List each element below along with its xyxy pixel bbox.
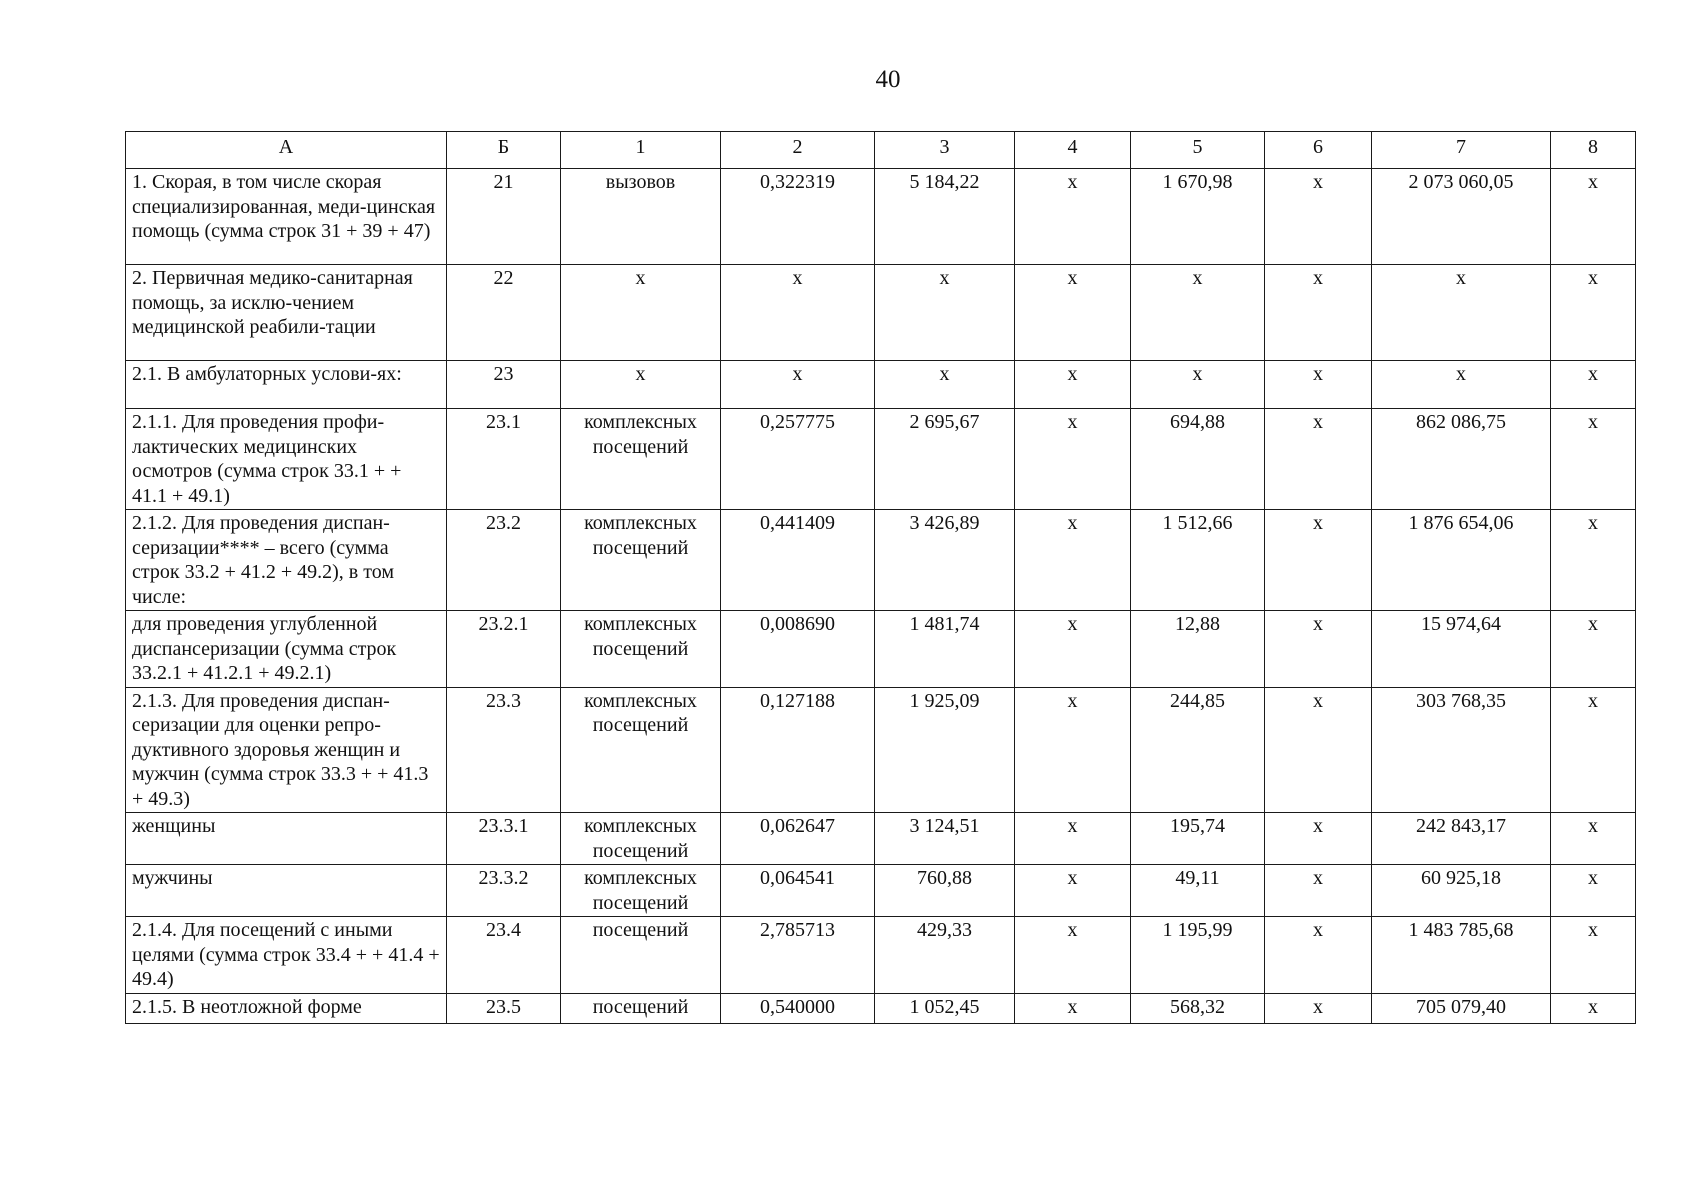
col6-cell: х [1265,361,1372,409]
row-code-cell: 23.4 [447,917,561,994]
table-row [126,687,1636,813]
col2-cell: 2,785713 [721,917,875,994]
col6-cell: х [1265,813,1372,865]
col8-cell: х [1551,917,1636,994]
table-row [126,993,1636,1023]
col8-cell: х [1551,813,1636,865]
row-code-cell: 23.3.2 [447,865,561,917]
col8-cell: х [1551,687,1636,813]
col7-cell: 862 086,75 [1372,409,1551,510]
table-row [126,409,1636,510]
table-row [126,361,1636,409]
col4-cell: х [1015,917,1131,994]
col6-cell: х [1265,265,1372,361]
col7-cell: 1 483 785,68 [1372,917,1551,994]
col4-cell: х [1015,510,1131,611]
unit-cell: комплексных посещений [561,510,721,611]
row-code-cell: 23.3 [447,687,561,813]
row-name-cell: мужчины [126,865,447,917]
col4-cell: х [1015,993,1131,1023]
col5-cell: 195,74 [1131,813,1265,865]
col6-cell: х [1265,865,1372,917]
col3-cell: 3 426,89 [875,510,1015,611]
row-name-cell: 2.1.4. Для посещений с иными целями (сумма строк 33.4 + + 41.4 + 49.4) [126,917,447,994]
col8-cell: х [1551,510,1636,611]
col6-cell: х [1265,687,1372,813]
col8-cell: х [1551,865,1636,917]
col4-cell: х [1015,611,1131,688]
col7-cell: 303 768,35 [1372,687,1551,813]
col5-cell: 1 512,66 [1131,510,1265,611]
col2-cell: 0,127188 [721,687,875,813]
header-cell: 8 [1551,132,1636,169]
row-name-cell: для проведения углубленной диспансеризации (сумма строк 33.2.1 + 41.2.1 + 49.2.1) [126,611,447,688]
col6-cell: х [1265,611,1372,688]
col5-cell: х [1131,265,1265,361]
row-code-cell: 22 [447,265,561,361]
table-row [126,510,1636,611]
row-code-cell: 23 [447,361,561,409]
row-name-cell: 2.1.2. Для проведения диспан-серизации**** – всего (сумма строк 33.2 + 41.2 + 49.2), в том числе: [126,510,447,611]
table-row [126,265,1636,361]
unit-cell: комплексных посещений [561,813,721,865]
col8-cell: х [1551,361,1636,409]
col6-cell: х [1265,169,1372,265]
unit-cell: х [561,265,721,361]
header-cell: 1 [561,132,721,169]
table-row [126,865,1636,917]
row-name-cell: 2.1.1. Для проведения профи-лактических медицинских осмотров (сумма строк 33.1 + + 41.1 + 49.1) [126,409,447,510]
unit-cell: х [561,361,721,409]
col2-cell: 0,257775 [721,409,875,510]
unit-cell: вызовов [561,169,721,265]
row-name-cell: женщины [126,813,447,865]
row-code-cell: 21 [447,169,561,265]
page-number: 40 [875,66,901,93]
row-name-cell: 2.1.3. Для проведения диспан-серизации для оценки репро-дуктивного здоровья женщин и мужчин (сумма строк 33.3 + + 41.3 + 49.3) [126,687,447,813]
header-cell: 2 [721,132,875,169]
col7-cell: 705 079,40 [1372,993,1551,1023]
col2-cell: 0,008690 [721,611,875,688]
col4-cell: х [1015,169,1131,265]
row-code-cell: 23.1 [447,409,561,510]
col6-cell: х [1265,917,1372,994]
header-cell: 7 [1372,132,1551,169]
table-header-row [126,132,1636,169]
financing-table [125,131,1636,1024]
row-code-cell: 23.5 [447,993,561,1023]
header-cell: 5 [1131,132,1265,169]
col2-cell: 0,322319 [721,169,875,265]
col4-cell: х [1015,409,1131,510]
col3-cell: 1 481,74 [875,611,1015,688]
unit-cell: комплексных посещений [561,611,721,688]
row-code-cell: 23.2 [447,510,561,611]
col4-cell: х [1015,361,1131,409]
header-cell: Б [447,132,561,169]
col8-cell: х [1551,611,1636,688]
col8-cell: х [1551,169,1636,265]
unit-cell: посещений [561,993,721,1023]
row-name-cell: 2. Первичная медико-санитарная помощь, за исклю-чением медицинской реабили-тации [126,265,447,361]
col7-cell: 15 974,64 [1372,611,1551,688]
col4-cell: х [1015,265,1131,361]
row-name-cell: 2.1. В амбулаторных услови-ях: [126,361,447,409]
row-code-cell: 23.3.1 [447,813,561,865]
col7-cell: 242 843,17 [1372,813,1551,865]
col7-cell: 2 073 060,05 [1372,169,1551,265]
header-cell: 4 [1015,132,1131,169]
col3-cell: 1 925,09 [875,687,1015,813]
header-cell: 3 [875,132,1015,169]
row-code-cell: 23.2.1 [447,611,561,688]
unit-cell: посещений [561,917,721,994]
col5-cell: 1 195,99 [1131,917,1265,994]
col8-cell: х [1551,265,1636,361]
col3-cell: 429,33 [875,917,1015,994]
table-row [126,917,1636,994]
table-row [126,813,1636,865]
col4-cell: х [1015,687,1131,813]
row-name-cell: 2.1.5. В неотложной форме [126,993,447,1023]
unit-cell: комплексных посещений [561,865,721,917]
col7-cell: 60 925,18 [1372,865,1551,917]
col3-cell: 2 695,67 [875,409,1015,510]
col8-cell: х [1551,409,1636,510]
col5-cell: 568,32 [1131,993,1265,1023]
col8-cell: х [1551,993,1636,1023]
col3-cell: 3 124,51 [875,813,1015,865]
table-row [126,611,1636,688]
col5-cell: 1 670,98 [1131,169,1265,265]
col5-cell: 49,11 [1131,865,1265,917]
col7-cell: х [1372,361,1551,409]
unit-cell: комплексных посещений [561,409,721,510]
col3-cell: 1 052,45 [875,993,1015,1023]
col2-cell: 0,064541 [721,865,875,917]
row-name-cell: 1. Скорая, в том числе скорая специализированная, меди-цинская помощь (сумма строк 31 + 39 + 47) [126,169,447,265]
col5-cell: 694,88 [1131,409,1265,510]
col6-cell: х [1265,510,1372,611]
col3-cell: х [875,361,1015,409]
col5-cell: х [1131,361,1265,409]
col3-cell: 5 184,22 [875,169,1015,265]
col2-cell: 0,062647 [721,813,875,865]
col2-cell: 0,540000 [721,993,875,1023]
col4-cell: х [1015,813,1131,865]
col6-cell: х [1265,993,1372,1023]
col5-cell: 244,85 [1131,687,1265,813]
col2-cell: х [721,361,875,409]
col6-cell: х [1265,409,1372,510]
col3-cell: 760,88 [875,865,1015,917]
col5-cell: 12,88 [1131,611,1265,688]
header-cell: 6 [1265,132,1372,169]
col7-cell: 1 876 654,06 [1372,510,1551,611]
col2-cell: х [721,265,875,361]
unit-cell: комплексных посещений [561,687,721,813]
col4-cell: х [1015,865,1131,917]
col3-cell: х [875,265,1015,361]
table-row [126,169,1636,265]
col2-cell: 0,441409 [721,510,875,611]
header-cell: А [126,132,447,169]
col7-cell: х [1372,265,1551,361]
